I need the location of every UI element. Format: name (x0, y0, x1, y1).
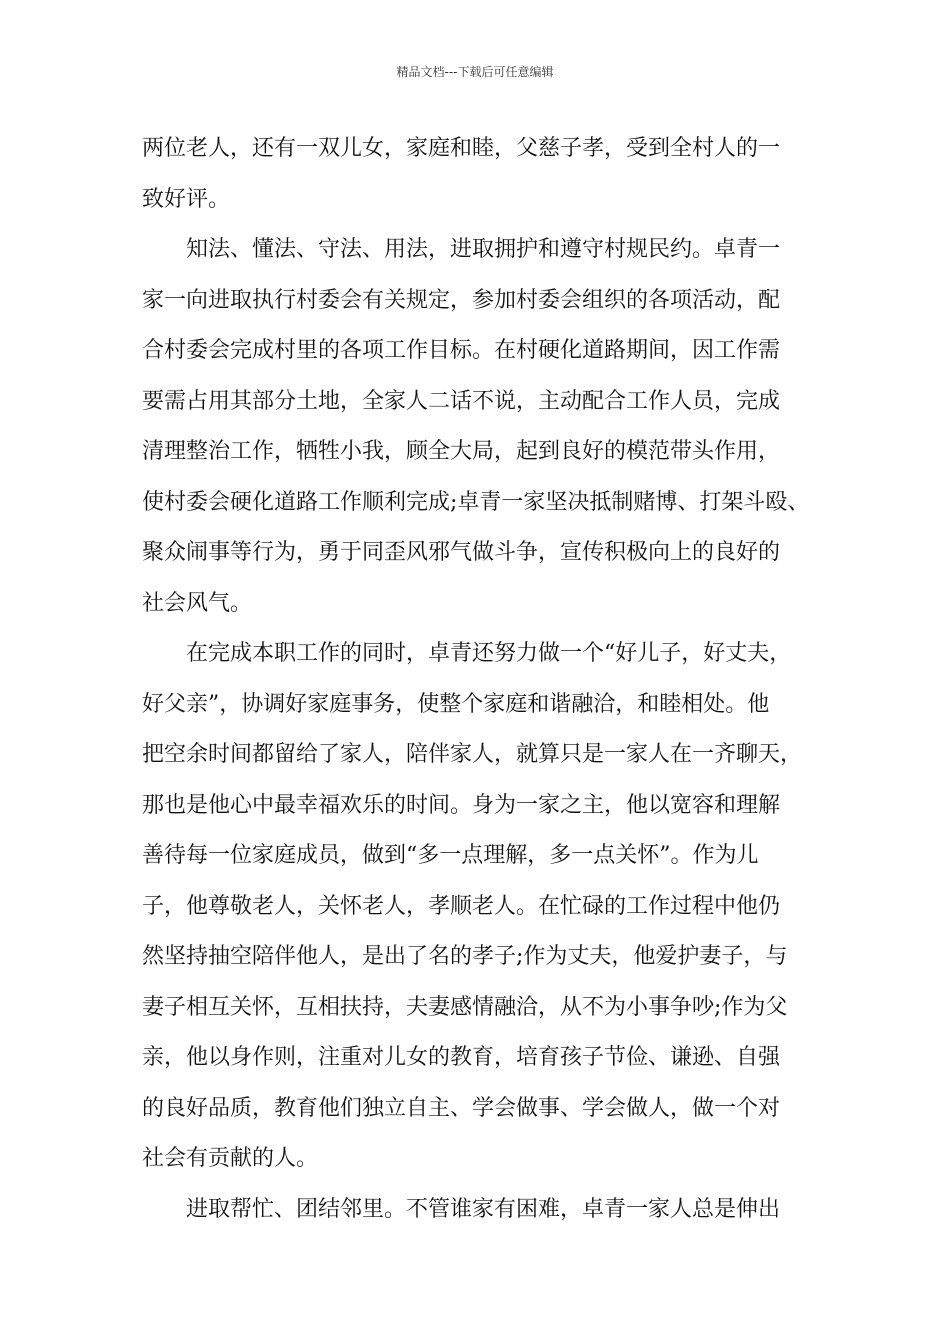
paragraph-start-line: 在完成本职工作的同时，卓青还努力做一个“好儿子，好丈夫， (186, 641, 792, 666)
text-line: 亲，他以身作则，注重对儿女的教育，培育孩子节俭、谦逊、自强 (142, 1045, 781, 1070)
text-line: 清理整治工作，牺牲小我，顾全大局，起到良好的模范带头作用， (142, 439, 781, 464)
body-text (142, 124, 814, 1235)
text-line: 好父亲”，协调好家庭事务，使整个家庭和谐融洽，和睦相处。他 (142, 691, 770, 717)
text-line: 合村委会完成村里的各项工作目标。在村硬化道路期间，因工作需 (142, 338, 781, 363)
text-line: 把空余时间都留给了家人，陪伴家人，就算只是一家人在一齐聊天， (142, 742, 803, 767)
text-line: 社会有贡献的人。 (142, 1146, 319, 1171)
paragraph-start-line: 知法、懂法、守法、用法，进取拥护和遵守村规民约。卓青一 (186, 237, 781, 262)
text-line: 两位老人，还有一双儿女，家庭和睦，父慈子孝，受到全村人的一 (142, 136, 781, 161)
text-line: 聚众闹事等行为，勇于同歪风邪气做斗争，宣传积极向上的良好的 (142, 540, 781, 565)
paragraph-start-line: 进取帮忙、团结邻里。不管谁家有困难，卓青一家人总是伸出 (186, 1196, 781, 1222)
text-line: 那也是他心中最幸福欢乐的时间。身为一家之主，他以宽容和理解 (142, 792, 781, 818)
text-line: 使村委会硬化道路工作顺利完成;卓青一家坚决抵制赌博、打架斗殴、 (142, 489, 810, 515)
page-header: 精品文档---下载后可任意编辑 (396, 65, 554, 79)
text-line: 的良好品质，教育他们独立自主、学会做事、学会做人，做一个对 (142, 1095, 781, 1121)
text-line: 致好评。 (142, 186, 231, 212)
text-line: 家一向进取执行村委会有关规定，参加村委会组织的各项活动，配 (142, 287, 781, 313)
text-line: 妻子相互关怀，互相扶持，夫妻感情融洽，从不为小事争吵;作为父 (142, 994, 788, 1020)
text-line: 要需占用其部分土地，全家人二话不说，主动配合工作人员，完成 (142, 388, 781, 414)
text-line: 社会风气。 (142, 590, 253, 616)
text-line: 然坚持抽空陪伴他人，是出了名的孝子;作为丈夫，他爱护妻子，与 (142, 944, 788, 969)
text-line: 善待每一位家庭成员，做到“多一点理解，多一点关怀”。作为儿 (142, 843, 759, 868)
text-line: 子，他尊敬老人，关怀老人，孝顺老人。在忙碌的工作过程中他仍 (142, 893, 781, 919)
